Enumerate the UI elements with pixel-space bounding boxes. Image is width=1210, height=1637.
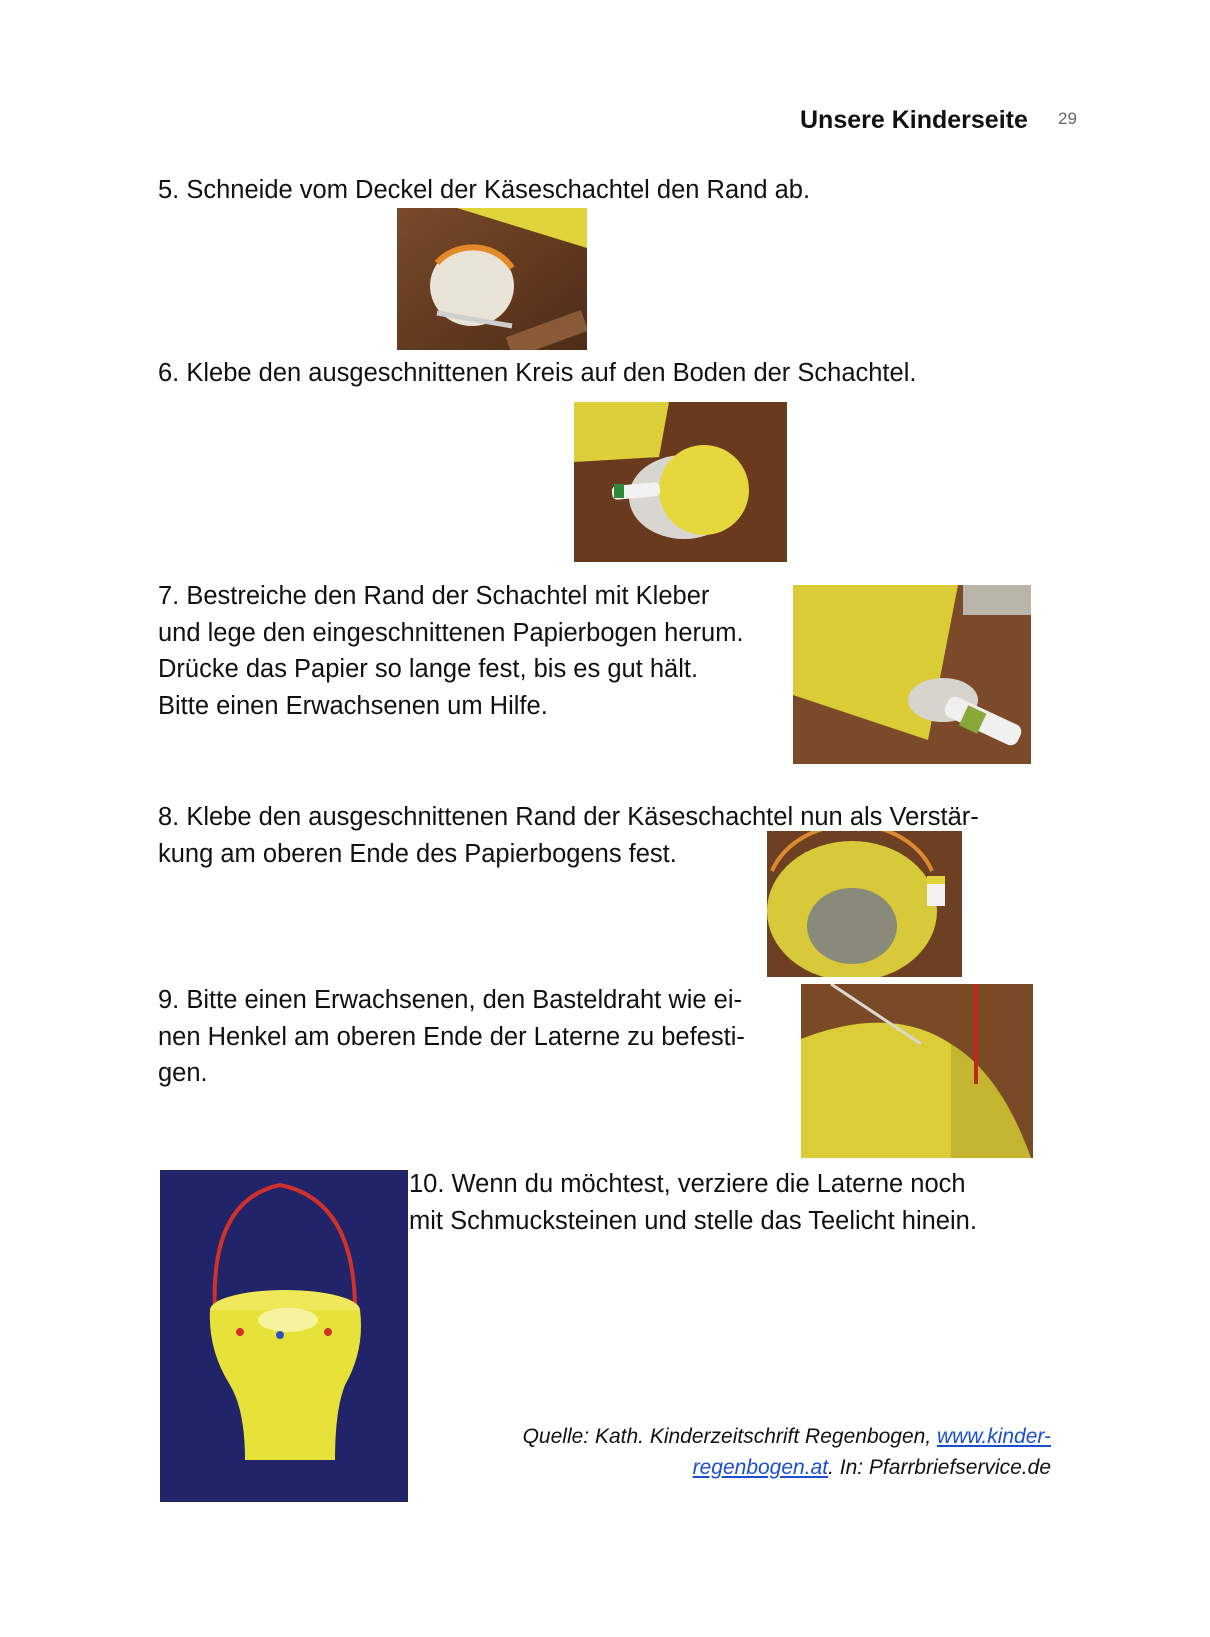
source-link-part2[interactable]: regenbogen.at <box>692 1456 829 1479</box>
step-7-photo <box>793 585 1031 764</box>
step-8-text: 8. Klebe den ausgeschnittenen Rand der Käseschachtel nun als Verstär- kung am oberen Ende des Papierbogens fest. <box>158 803 979 868</box>
page-header-title: Unsere Kinderseite <box>800 106 1028 134</box>
step-6-text: 6. Klebe den ausgeschnittenen Kreis auf den Boden der Schachtel. <box>158 359 917 387</box>
paper-around-box-photo-illustration <box>793 585 1031 764</box>
glued-circle-photo-illustration <box>574 402 787 562</box>
step-9-photo <box>801 984 1033 1158</box>
source-suffix: . In: Pfarrbriefservice.de <box>828 1456 1051 1479</box>
step-5-photo <box>397 208 587 350</box>
step-9-text: 9. Bitte einen Erwachsenen, den Basteldraht wie ei- nen Henkel am oberen Ende der Laterne zu befesti- gen. <box>158 986 745 1087</box>
cheese-box-lid-photo-illustration <box>397 208 587 350</box>
step-7-text: 7. Bestreiche den Rand der Schachtel mit Kleber und lege den eingeschnittenen Papierbogen herum. Drücke das Papier so lange fest, bis es gut hält. Bitte einen Erwachsenen um Hilfe. <box>158 582 744 720</box>
source-prefix: Quelle: Kath. Kinderzeitschrift Regenbogen, <box>522 1425 938 1448</box>
wire-handle-photo-illustration <box>801 984 1033 1158</box>
source-citation <box>351 1421 1051 1483</box>
reinforced-rim-photo-illustration <box>767 831 962 977</box>
source-link-part1[interactable]: www.kinder- <box>937 1425 1051 1448</box>
step-6-photo <box>574 402 787 562</box>
step-10-text: 10. Wenn du möchtest, verziere die Laterne noch mit Schmucksteinen und stelle das Teelicht hinein. <box>409 1170 977 1235</box>
step-8-photo <box>767 831 962 977</box>
page-number: 29 <box>1058 109 1077 128</box>
step-5-text: 5. Schneide vom Deckel der Käseschachtel den Rand ab. <box>158 176 811 204</box>
